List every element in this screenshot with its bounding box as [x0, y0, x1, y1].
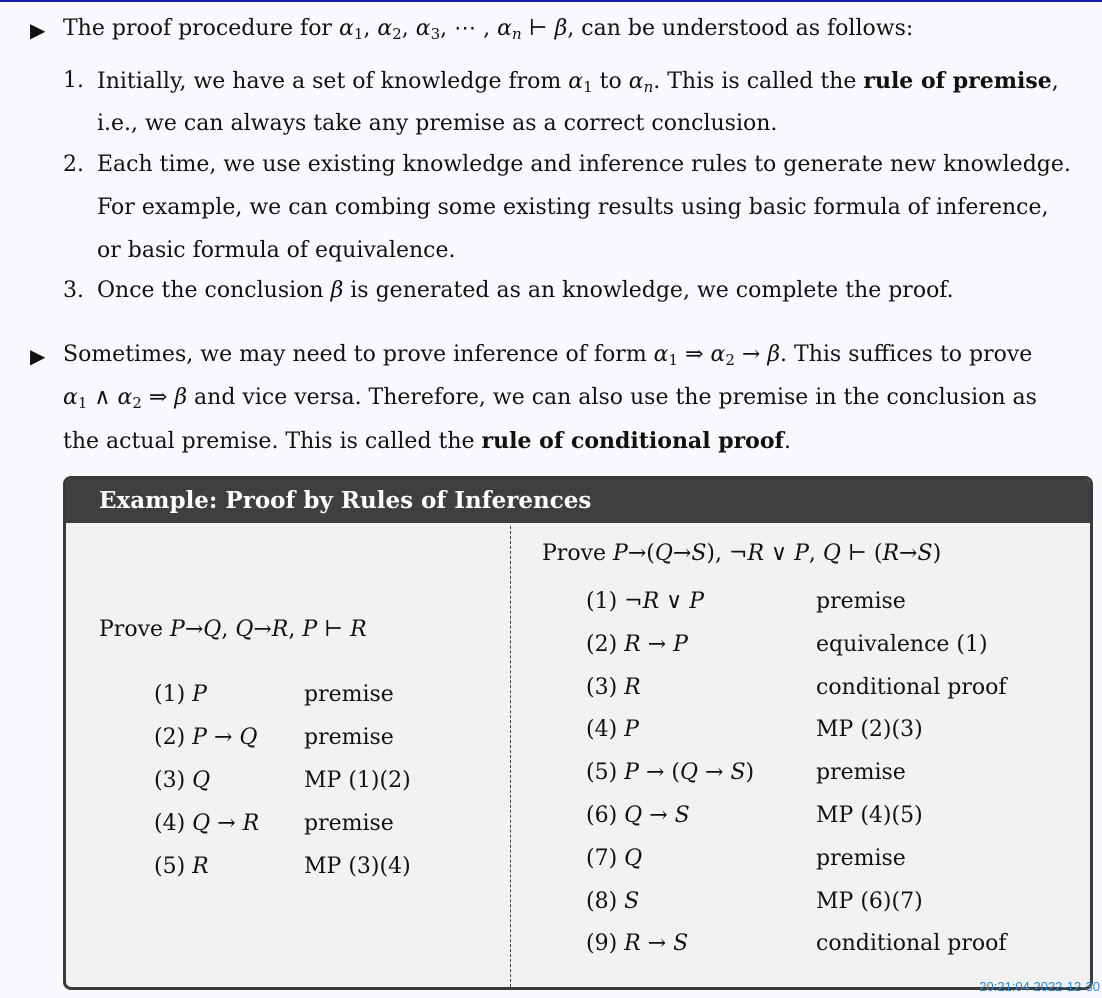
- math-symbol: Q: [822, 541, 841, 566]
- math-symbol: P: [192, 682, 207, 707]
- text-segment: MP (3)(4): [304, 854, 411, 879]
- step-text: [97, 238, 455, 263]
- math-symbol: P: [624, 717, 639, 743]
- text-segment: →: [698, 760, 731, 786]
- step-text: [97, 111, 777, 136]
- example-box: [63, 476, 1093, 990]
- example-title: Example: Proof by Rules of Inferences: [66, 479, 1090, 523]
- text-segment: ,: [221, 617, 236, 642]
- math-symbol: Q: [654, 541, 673, 566]
- text-segment: premise: [816, 845, 906, 871]
- text-segment: 1.: [63, 68, 84, 93]
- proof-step-formula: [154, 768, 210, 793]
- math-symbol: Q: [624, 845, 643, 871]
- math-symbol: P: [794, 541, 809, 566]
- bullet-text: [63, 16, 913, 43]
- text-segment: ¬: [624, 589, 643, 614]
- step-number: [63, 68, 84, 93]
- text-segment: →: [640, 631, 674, 657]
- math-symbol: α: [377, 16, 393, 41]
- text-segment: ∨: [764, 541, 795, 566]
- math-symbol: R: [624, 931, 641, 957]
- math-symbol: S: [674, 803, 690, 828]
- text-segment: (4): [586, 717, 625, 743]
- math-symbol: P: [613, 541, 628, 566]
- text-segment: (1): [154, 682, 193, 707]
- proof-step-formula: [586, 803, 690, 828]
- bold-term: rule of premise: [863, 68, 1052, 94]
- text-segment: (2): [154, 725, 193, 750]
- text-segment: →: [253, 617, 272, 642]
- proof-step-formula: [586, 931, 688, 956]
- proof-step-justification: [816, 675, 1007, 700]
- math-symbol: S: [624, 888, 640, 914]
- math-symbol: n: [643, 78, 654, 96]
- text-segment: 1: [668, 351, 679, 369]
- text-segment: conditional proof: [816, 931, 1007, 957]
- text-segment: 2: [725, 351, 735, 369]
- text-segment: (8): [586, 888, 625, 914]
- math-symbol: α: [568, 69, 584, 94]
- text-segment: 3.: [63, 278, 84, 303]
- math-symbol: R: [747, 541, 765, 566]
- text-segment: ⇒: [678, 342, 711, 367]
- text-segment: 2.: [63, 152, 84, 177]
- text-segment: Prove: [99, 617, 171, 642]
- math-symbol: α: [628, 69, 644, 94]
- math-symbol: S: [673, 931, 689, 957]
- bold-term: rule of conditional proof: [481, 428, 784, 454]
- math-symbol: α: [338, 16, 354, 41]
- text-segment: (3): [154, 768, 193, 793]
- text-segment: or basic formula of equivalence.: [97, 238, 456, 263]
- text-segment: ∨: [659, 589, 690, 614]
- math-symbol: β: [330, 278, 344, 303]
- text-segment: premise: [304, 682, 394, 707]
- proof-step-justification: [816, 803, 923, 828]
- proof-step-justification: [304, 811, 394, 836]
- bullet-text: [63, 428, 791, 454]
- text-segment: (5): [586, 760, 625, 786]
- step-text: [97, 195, 1048, 220]
- top-rule: [0, 0, 1102, 2]
- text-segment: . This is called the: [653, 69, 864, 94]
- step-text: [97, 278, 954, 303]
- text-segment: ∧: [87, 385, 118, 410]
- text-segment: 1: [583, 78, 593, 96]
- math-symbol: P: [689, 589, 705, 614]
- text-segment: (6): [586, 803, 625, 828]
- text-segment: ): [932, 541, 942, 566]
- text-segment: to: [592, 69, 629, 94]
- math-symbol: R: [642, 589, 660, 614]
- math-symbol: Q: [624, 803, 643, 828]
- text-segment: , ⋯ ,: [440, 16, 498, 41]
- step-number: [63, 152, 84, 177]
- proof-step-justification: [816, 589, 906, 614]
- proof-step-formula: [586, 717, 639, 742]
- text-segment: →: [899, 541, 918, 566]
- text-segment: MP (6)(7): [816, 888, 923, 914]
- timestamp: 20:21:04 2022-12-30: [979, 979, 1100, 994]
- text-segment: (2): [586, 631, 625, 657]
- proof-step-formula: [586, 675, 641, 700]
- text-segment: ), ¬: [706, 541, 748, 566]
- proof-goal: [99, 617, 367, 642]
- text-segment: Sometimes, we may need to prove inference of form: [63, 342, 654, 367]
- proof-step-formula: [154, 725, 257, 750]
- text-segment: Prove: [542, 541, 614, 566]
- proof-step-justification: [816, 760, 906, 785]
- math-symbol: β: [554, 16, 568, 41]
- text-segment: MP (1)(2): [304, 768, 411, 793]
- math-symbol: S: [917, 541, 933, 566]
- text-segment: equivalence (1): [816, 631, 988, 657]
- text-segment: , can be understood as follows:: [567, 16, 914, 41]
- text-segment: 1: [77, 394, 88, 412]
- proof-step-justification: [304, 725, 394, 750]
- proof-step-formula: [586, 589, 704, 614]
- text-segment: 2: [392, 25, 402, 43]
- text-segment: ,: [808, 541, 823, 566]
- text-segment: (1): [586, 589, 625, 614]
- bullet-text: [63, 385, 1037, 412]
- math-symbol: R: [271, 617, 289, 642]
- text-segment: ,: [363, 16, 378, 41]
- math-symbol: α: [710, 342, 726, 367]
- math-symbol: S: [691, 541, 707, 566]
- math-symbol: Q: [192, 811, 211, 836]
- triangle-bullet-icon: ▶: [30, 344, 46, 368]
- math-symbol: R: [192, 854, 209, 879]
- text-segment: ,: [288, 617, 303, 642]
- text-segment: premise: [816, 760, 906, 786]
- text-segment: conditional proof: [816, 674, 1007, 700]
- math-symbol: n: [512, 25, 522, 43]
- proof-step-justification: [304, 682, 394, 707]
- math-symbol: Q: [679, 760, 699, 786]
- math-symbol: α: [653, 342, 669, 367]
- text-segment: Each time, we use existing knowledge and inference rules to generate new knowledge.: [97, 152, 1071, 177]
- math-symbol: R: [242, 811, 260, 836]
- math-symbol: S: [730, 760, 746, 786]
- text-segment: →: [734, 342, 768, 367]
- text-segment: ⊢ (: [840, 541, 883, 566]
- math-symbol: α: [117, 385, 133, 410]
- proof-step-formula: [154, 854, 209, 879]
- proof-step-justification: [304, 854, 411, 879]
- proof-step-formula: [154, 682, 207, 707]
- proof-step-formula: [586, 760, 754, 785]
- text-segment: →: [642, 803, 675, 828]
- math-symbol: Q: [235, 617, 254, 642]
- column-divider: [510, 526, 511, 987]
- text-segment: Once the conclusion: [97, 278, 331, 303]
- text-segment: is generated as an knowledge, we complete the proof.: [343, 278, 954, 303]
- math-symbol: P: [673, 631, 688, 657]
- proof-step-justification: [304, 768, 411, 793]
- text-segment: (5): [154, 854, 193, 879]
- math-symbol: R: [350, 617, 367, 642]
- step-text: [97, 152, 1071, 177]
- math-symbol: P: [302, 617, 318, 642]
- math-symbol: β: [767, 342, 781, 367]
- math-symbol: Q: [192, 768, 211, 793]
- triangle-bullet-icon: ▶: [30, 18, 46, 42]
- text-segment: . This suffices to prove: [780, 342, 1033, 367]
- proof-goal: [542, 541, 941, 566]
- text-segment: MP (4)(5): [816, 803, 923, 828]
- text-segment: → (: [638, 760, 680, 786]
- text-segment: 3: [430, 25, 441, 43]
- math-symbol: P: [170, 617, 185, 642]
- step-number: [63, 278, 84, 303]
- text-segment: →: [672, 541, 692, 566]
- math-symbol: R: [624, 674, 641, 700]
- proof-step-justification: [816, 632, 988, 657]
- text-segment: ⇒: [141, 385, 175, 410]
- proof-step-justification: [816, 846, 906, 871]
- text-segment: 2: [132, 394, 142, 412]
- text-segment: →: [184, 617, 204, 642]
- text-segment: ⊢: [317, 617, 351, 642]
- math-symbol: α: [497, 16, 512, 41]
- text-segment: premise: [304, 811, 394, 836]
- math-symbol: β: [174, 385, 188, 410]
- text-segment: .: [784, 429, 791, 454]
- text-segment: and vice versa. Therefore, we can also use the premise in the conclusion as: [187, 385, 1037, 410]
- text-segment: MP (2)(3): [816, 717, 923, 743]
- math-symbol: R: [882, 541, 900, 566]
- step-text: [97, 68, 1059, 96]
- text-segment: For example, we can combing some existing results using basic formula of inference,: [97, 195, 1049, 220]
- text-segment: (9): [586, 931, 625, 957]
- math-symbol: P: [192, 725, 207, 750]
- proof-step-justification: [816, 717, 923, 742]
- text-segment: premise: [816, 589, 906, 614]
- math-symbol: P: [624, 760, 639, 786]
- math-symbol: R: [624, 631, 641, 657]
- text-segment: ⊢: [521, 16, 555, 41]
- text-segment: 1: [353, 25, 364, 43]
- text-segment: →: [210, 811, 243, 836]
- proof-step-justification: [816, 931, 1007, 956]
- proof-step-justification: [816, 889, 923, 914]
- text-segment: (3): [586, 674, 625, 700]
- text-segment: (4): [154, 811, 193, 836]
- text-segment: i.e., we can always take any premise as a correct conclusion.: [97, 111, 778, 136]
- text-segment: →(: [627, 541, 655, 566]
- text-segment: The proof procedure for: [63, 16, 339, 41]
- proof-step-formula: [154, 811, 259, 836]
- proof-step-formula: [586, 632, 688, 657]
- bullet-text: [63, 342, 1032, 369]
- text-segment: →: [640, 931, 674, 957]
- math-symbol: α: [415, 16, 431, 41]
- proof-step-formula: [586, 889, 639, 914]
- text-segment: →: [206, 725, 240, 750]
- proof-step-formula: [586, 846, 642, 871]
- math-symbol: Q: [239, 725, 258, 750]
- math-symbol: Q: [203, 617, 222, 642]
- text-segment: ,: [1051, 69, 1059, 94]
- text-segment: Initially, we have a set of knowledge from: [97, 69, 569, 94]
- text-segment: premise: [304, 725, 394, 750]
- text-segment: the actual premise. This is called the: [63, 429, 482, 454]
- math-symbol: α: [63, 385, 78, 410]
- text-segment: ,: [401, 16, 416, 41]
- text-segment: (7): [586, 845, 625, 871]
- text-segment: ): [745, 760, 755, 786]
